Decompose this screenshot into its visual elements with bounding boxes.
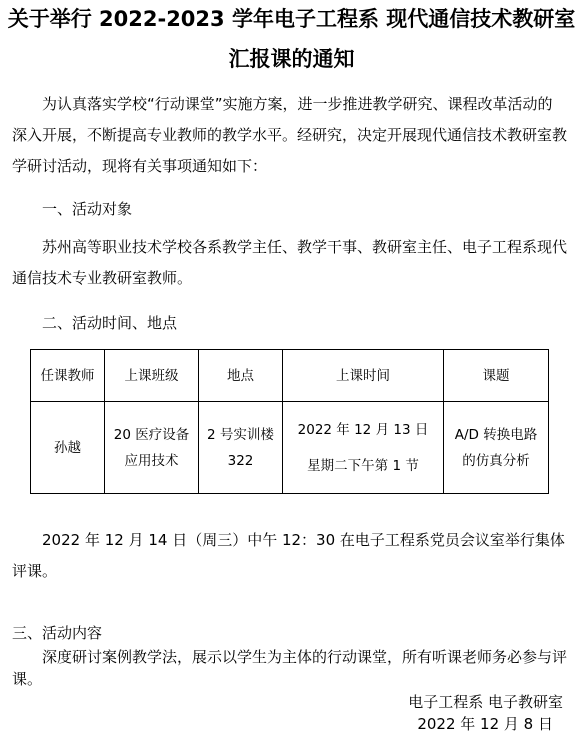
topic-line-1: A/D 转换电路 xyxy=(454,426,538,443)
header-class: 上课班级 xyxy=(105,350,199,402)
intro-paragraph: 为认真落实学校“行动课堂”实施方案，进一步推进教学研究、课程改革活动的深入开展，不断提高专业教师的教学水平。经研究，决定开展现代通信技术教研室教学研讨活动，现将有关事项通知如下： xyxy=(12,95,568,175)
section-3-body: 深度研讨案例教学法，展示以学生为主体的行动课堂，所有听课老师务必参与评课。 xyxy=(12,648,568,688)
signature: 电子工程系 电子教研室 xyxy=(408,693,563,711)
location-line-2: 322 xyxy=(227,452,254,469)
notice-title-line-2: 汇报课的通知 xyxy=(228,47,355,71)
time-line-2: 星期二下午第 1 节 xyxy=(307,457,419,474)
header-topic: 课题 xyxy=(444,350,549,402)
location-line-1: 2 号实训楼 xyxy=(207,426,274,443)
header-teacher: 任课教师 xyxy=(31,350,105,402)
teacher-name: 孙越 xyxy=(54,439,81,456)
time-spacer xyxy=(287,443,439,453)
section-2-heading: 二、活动时间、地点 xyxy=(42,314,178,332)
header-time: 上课时间 xyxy=(283,350,444,402)
notice-date: 2022 年 12 月 8 日 xyxy=(417,715,553,733)
class-line-1: 20 医疗设备 xyxy=(113,426,190,443)
cell-time xyxy=(283,402,444,494)
section-1-heading: 一、活动对象 xyxy=(42,200,133,218)
time-line-1: 2022 年 12 月 13 日 xyxy=(297,421,429,438)
cell-topic xyxy=(444,402,549,494)
table-row xyxy=(31,402,549,494)
header-location: 地点 xyxy=(199,350,283,402)
topic-line-2: 的仿真分析 xyxy=(462,452,530,469)
section-3-heading: 三、活动内容 xyxy=(12,624,103,642)
table-header-row xyxy=(31,350,549,402)
notice-title-line-1: 关于举行 2022-2023 学年电子工程系 现代通信技术教研室 xyxy=(7,7,576,31)
cell-location xyxy=(199,402,283,494)
evaluation-paragraph: 2022 年 12 月 14 日（周三）中午 12：30 在电子工程系党员会议室举行集体评课。 xyxy=(12,531,565,580)
cell-class xyxy=(105,402,199,494)
section-1-body: 苏州高等职业技术学校各系教学主任、教学干事、教研室主任、电子工程系现代通信技术专业教研室教师。 xyxy=(12,238,568,287)
class-line-2: 应用技术 xyxy=(124,452,179,469)
schedule-table xyxy=(30,349,549,494)
cell-teacher xyxy=(31,402,105,494)
